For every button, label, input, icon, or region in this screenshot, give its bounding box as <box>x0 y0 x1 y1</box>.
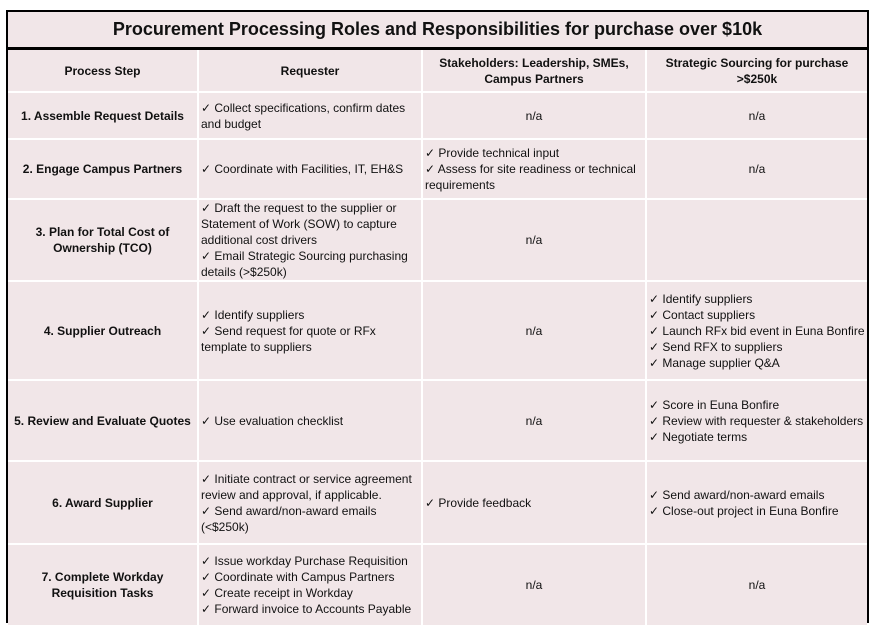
roles-table <box>8 50 867 625</box>
responsibility-item: ✓ Close-out project in Euna Bonfire <box>649 503 839 518</box>
responsibility-item: ✓ Email Strategic Sourcing purchasing details (>$250k) <box>201 249 408 279</box>
sourcing-cell <box>646 92 867 139</box>
responsibility-item: ✓ Identify suppliers <box>649 291 753 306</box>
stakeholders-cell <box>422 544 646 625</box>
responsibility-item: ✓ Send RFX to suppliers <box>649 339 783 354</box>
responsibility-item: ✓ Negotiate terms <box>649 429 748 444</box>
sourcing-cell <box>646 199 867 281</box>
responsibility-item: ✓ Send award/non-award emails <box>649 487 825 502</box>
stakeholders-cell <box>422 92 646 139</box>
responsibility-item: ✓ Create receipt in Workday <box>201 586 353 600</box>
requester-cell <box>198 139 422 199</box>
na-text: n/a <box>525 578 543 592</box>
header-row <box>8 50 867 92</box>
responsibility-item: ✓ Coordinate with Campus Partners <box>201 570 395 584</box>
responsibility-item: ✓ Initiate contract or service agreement review and approval, if applicable. <box>201 471 412 502</box>
na-text: n/a <box>748 108 766 123</box>
responsibility-item: ✓ Issue workday Purchase Requisition <box>201 554 408 568</box>
requester-cell <box>198 380 422 461</box>
table-title: Procurement Processing Roles and Responsibilities for purchase over $10k <box>8 12 867 50</box>
process-step-cell: 4. Supplier Outreach <box>8 281 198 380</box>
table-row <box>8 461 867 544</box>
header-strategic-sourcing: Strategic Sourcing for purchase >$250k <box>646 50 867 92</box>
na-text: n/a <box>525 413 543 428</box>
process-step-cell: 5. Review and Evaluate Quotes <box>8 380 198 461</box>
responsibility-item: ✓ Contact suppliers <box>649 307 756 322</box>
responsibility-item: ✓ Collect specifications, confirm dates and budget <box>201 100 406 131</box>
requester-cell <box>198 199 422 281</box>
header-requester: Requester <box>198 50 422 92</box>
na-text: n/a <box>525 108 543 123</box>
responsibility-item: ✓ Review with requester & stakeholders <box>649 413 864 428</box>
responsibility-item: ✓ Provide technical input <box>425 146 560 160</box>
requester-cell <box>198 544 422 625</box>
responsibility-item: ✓ Identify suppliers <box>201 307 305 322</box>
sourcing-cell <box>646 281 867 380</box>
process-step-cell: 1. Assemble Request Details <box>8 92 198 139</box>
header-process-step: Process Step <box>8 50 198 92</box>
requester-cell <box>198 461 422 544</box>
na-text: n/a <box>748 578 766 592</box>
roles-table-frame <box>6 10 869 623</box>
stakeholders-cell <box>422 461 646 544</box>
process-step-cell: 6. Award Supplier <box>8 461 198 544</box>
responsibility-item: ✓ Assess for site readiness or technical requirements <box>425 162 636 192</box>
stakeholders-cell <box>422 281 646 380</box>
header-stakeholders: Stakeholders: Leadership, SMEs, Campus Partners <box>422 50 646 92</box>
table-row <box>8 281 867 380</box>
responsibility-item: ✓ Send award/non-award emails (<$250k) <box>201 503 377 534</box>
responsibility-item: ✓ Draft the request to the supplier or Statement of Work (SOW) to capture additional cost drivers <box>201 201 397 247</box>
responsibility-item: ✓ Coordinate with Facilities, IT, EH&S <box>201 162 404 176</box>
table-row <box>8 139 867 199</box>
responsibility-item: ✓ Manage supplier Q&A <box>649 355 780 370</box>
responsibility-item: ✓ Forward invoice to Accounts Payable <box>201 602 412 616</box>
table-row <box>8 199 867 281</box>
sourcing-cell <box>646 380 867 461</box>
sourcing-cell <box>646 461 867 544</box>
responsibility-item: ✓ Launch RFx bid event in Euna Bonfire <box>649 323 865 338</box>
process-step-cell: 3. Plan for Total Cost of Ownership (TCO) <box>8 199 198 281</box>
table-row <box>8 92 867 139</box>
na-text: n/a <box>525 323 543 338</box>
stakeholders-cell <box>422 380 646 461</box>
na-text: n/a <box>748 162 766 176</box>
responsibility-item: ✓ Use evaluation checklist <box>201 413 344 428</box>
stakeholders-cell <box>422 199 646 281</box>
process-step-cell: 2. Engage Campus Partners <box>8 139 198 199</box>
requester-cell <box>198 281 422 380</box>
process-step-cell: 7. Complete Workday Requisition Tasks <box>8 544 198 625</box>
na-text: n/a <box>525 233 543 247</box>
responsibility-item: ✓ Provide feedback <box>425 495 532 510</box>
responsibility-item: ✓ Score in Euna Bonfire <box>649 397 780 412</box>
sourcing-cell <box>646 544 867 625</box>
table-row <box>8 544 867 625</box>
responsibility-item: ✓ Send request for quote or RFx template to suppliers <box>201 323 376 354</box>
sourcing-cell <box>646 139 867 199</box>
requester-cell <box>198 92 422 139</box>
stakeholders-cell <box>422 139 646 199</box>
table-row <box>8 380 867 461</box>
